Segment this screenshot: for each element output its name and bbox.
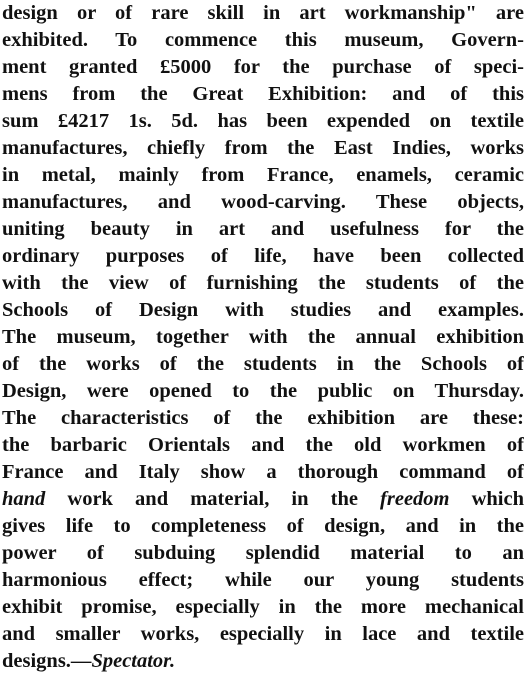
text-line: of the works of the students in the Schools of [2,353,524,375]
text-line: France and Italy show a thorough command of [2,461,524,483]
text-line: ordinary purposes of life, have been collected [2,245,524,267]
text-line: with the view of furnishing the students of the [2,272,524,294]
text-line: in metal, mainly from France, enamels, ceramic [2,164,524,186]
text-fragment: work and material, in the [45,488,381,510]
text-line: design or of rare skill in art workmanship" are [2,2,524,24]
text-line: uniting beauty in art and usefulness for the [2,218,524,240]
text-line: Design, were opened to the public on Thursday. [2,380,524,402]
italic-word-freedom: freedom [380,488,450,510]
text-line: Schools of Design with studies and examples. [2,299,524,321]
text-line: and smaller works, especially in lace and textile [2,623,524,645]
source-credit: Spectator. [91,650,176,672]
text-line: manufactures, chiefly from the East Indies, works [2,137,524,159]
text-line: gives life to completeness of design, and in the [2,515,524,537]
text-fragment: which [449,488,524,510]
text-line: sum £4217 1s. 5d. has been expended on textile [2,110,524,132]
text-line: manufactures, and wood-carving. These objects, [2,191,524,213]
text-line-italic [2,486,524,512]
italic-word-hand: hand [2,488,46,510]
text-line: the barbaric Orientals and the old workmen of [2,434,524,456]
text-line: The characteristics of the exhibition are these: [2,407,524,429]
text-line: power of subduing splendid material to an [2,542,524,564]
text-line: The museum, together with the annual exhibition [2,326,524,348]
text-line: ment granted £5000 for the purchase of speci- [2,56,524,78]
text-line: exhibited. To commence this museum, Govern- [2,29,524,51]
text-line: exhibit promise, especially in the more mechanical [2,596,524,618]
text-line: harmonious effect; while our young students [2,569,524,591]
text-fragment: designs.— [2,650,92,672]
text-line: mens from the Great Exhibition: and of this [2,83,524,105]
source-line [2,648,524,674]
